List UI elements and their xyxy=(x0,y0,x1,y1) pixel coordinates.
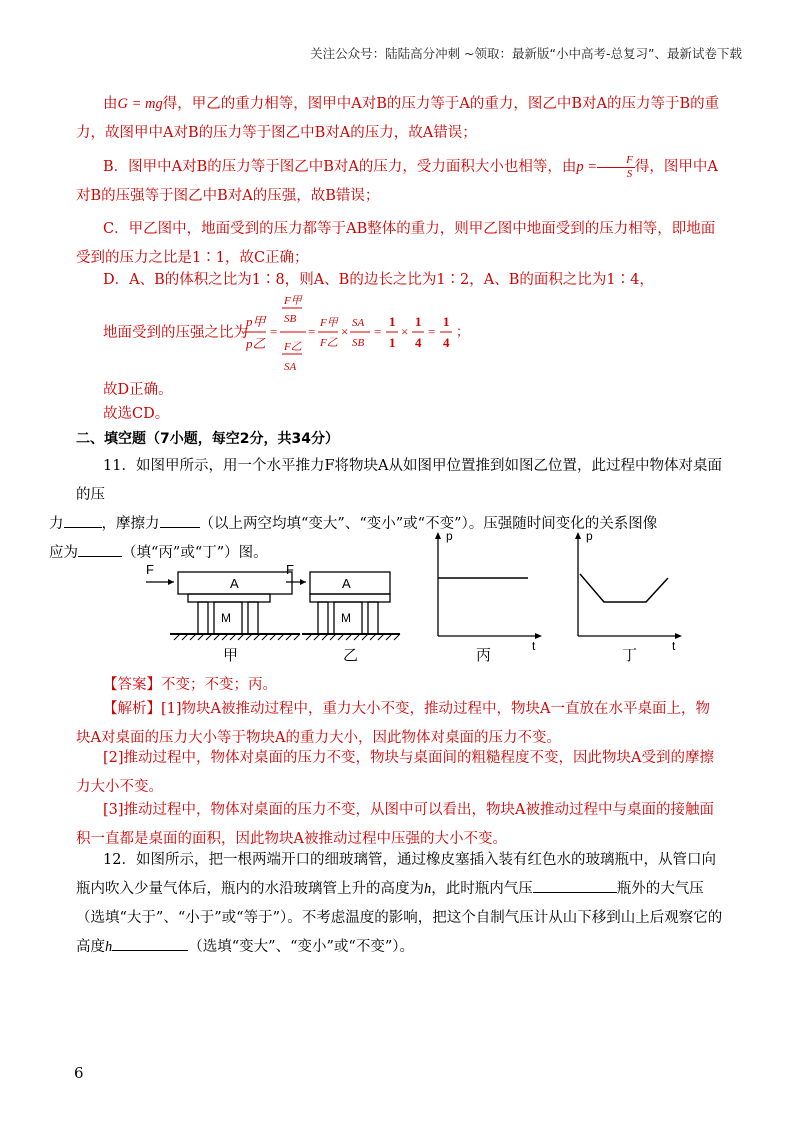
solution-a-text: 得，甲乙的重力相等，图甲中A对B的压力等于A的重力，图乙中B对A的压力等于B的重力，故图甲中A对B的压力等于图乙中B对A的压力，故A错误； xyxy=(76,96,720,141)
figure-yi xyxy=(286,562,400,664)
label-bing: 丙 xyxy=(476,647,492,664)
pressure-formula-lhs: p = xyxy=(576,159,598,175)
s-a-label: SA xyxy=(284,361,297,373)
solution-choice: 故选CD。 xyxy=(103,406,170,422)
pressure-fraction xyxy=(597,155,635,180)
s-a-label-2: SA xyxy=(352,317,365,329)
solution-b xyxy=(76,153,724,211)
block-a-label-yi: A xyxy=(342,576,351,591)
label-ding: 丁 xyxy=(622,647,638,664)
label-yi: 乙 xyxy=(343,647,359,664)
f-yi-label-2: F乙 xyxy=(320,337,338,349)
solution-d-line2: 地面受到的压强之比为 xyxy=(103,325,248,341)
eq-sign-1: = xyxy=(270,324,278,339)
one-num-2: 1 xyxy=(415,314,422,329)
force-label-jia: F xyxy=(146,562,154,577)
times-sign: × xyxy=(341,324,349,339)
blank-height-change[interactable] xyxy=(112,936,188,951)
semicolon: ； xyxy=(456,324,470,339)
p-yi-label: p乙 xyxy=(246,336,266,351)
graph-line-ding xyxy=(580,574,668,602)
axis-t-bing: t xyxy=(532,639,536,653)
answer-text: 不变；不变；丙。 xyxy=(161,677,277,693)
q12-text-4: （选填“变大”、“变小”或“不变”）。 xyxy=(188,939,414,955)
figure-jia xyxy=(146,562,300,664)
q11-graph-instruction: （填“丙”或“丁”）图。 xyxy=(122,545,268,561)
q11-figure xyxy=(130,528,690,668)
block-a-label-jia: A xyxy=(230,576,239,591)
one-num-3: 1 xyxy=(443,314,450,329)
f-yi-label: F乙 xyxy=(284,341,302,353)
f-jia-label-2: F甲 xyxy=(320,317,338,329)
q12-text-3: 瓶外的大气压（选填“大于”、“小于”或“等于”）。不考虑温度的影响，把这个自制气压计从山下移到山上后观察它的高度 xyxy=(76,881,723,955)
gravity-formula: G = mg xyxy=(117,96,163,112)
eq-sign-2: = xyxy=(308,324,316,339)
height-symbol-2: h xyxy=(105,939,113,955)
solution-c: C．甲乙图中，地面受到的压力都等于AB整体的重力，则甲乙图中地面受到的压力相等，即地面受到的压力之比是1∶1，故C正确； xyxy=(76,221,716,266)
pressure-numerator: F xyxy=(597,155,635,168)
analysis-tag: 【解析】 xyxy=(103,701,161,717)
question-12 xyxy=(76,846,724,962)
axis-t-ding: t xyxy=(672,639,676,653)
figure-bing xyxy=(435,529,542,664)
label-jia: 甲 xyxy=(223,647,239,664)
pressure-denominator: S xyxy=(626,167,633,180)
q11-instruction: （以上两空均填“变大”、“变小”或“不变”）。压强随时间变化的关系图像 xyxy=(199,516,658,532)
s-b-label-2: SB xyxy=(352,337,365,349)
blank-pressure[interactable] xyxy=(64,513,102,528)
answer-tag: 【答案】 xyxy=(103,677,161,693)
analysis-1-text: [1]物块A被推动过程中，重力大小不变，推动过程中，物块A一直放在水平桌面上，物块A对桌面的压力大小等于物块A的重力大小，因此物体对桌面的压力不变。 xyxy=(76,701,710,746)
q12-text-2: ，此时瓶内气压 xyxy=(431,881,533,897)
solution-a-prefix: 由 xyxy=(103,96,118,112)
q11-line1: 11．如图甲所示，用一个水平推力F将物块A从如图甲位置推到如图乙位置，此过程中物体对桌面的压 xyxy=(76,458,722,503)
eq-sign-4: = xyxy=(428,324,436,339)
one-den-1: 1 xyxy=(389,335,396,350)
blank-friction[interactable] xyxy=(160,513,200,528)
q11-friction-label: ，摩擦力 xyxy=(101,516,160,532)
f-jia-label: F甲 xyxy=(284,295,302,307)
p-jia-label: p甲 xyxy=(246,314,266,329)
one-num-1: 1 xyxy=(389,314,396,329)
eq-sign-3: = xyxy=(374,324,382,339)
q12-text-1: 12．如图所示，把一根两端开口的细玻璃管，通过橡皮塞插入装有红色水的玻璃瓶中，从管口向瓶内吹入少量气体后，瓶内的水沿玻璃管上升的高度为 xyxy=(76,852,716,897)
figure-ding xyxy=(575,529,682,664)
s-b-label: SB xyxy=(284,313,297,325)
pressure-ratio-expression xyxy=(244,292,484,376)
solution-b-text: 得，图甲中A对B的压强等于图乙中B对A的压强，故B错误； xyxy=(76,159,718,204)
q11-analysis-3: [3]推动过程中，物体对桌面的压力不变，从图中可以看出，物块A被推动过程中与桌面的接触面积一直都是桌面的面积，因此物块A被推动过程中压强的大小不变。 xyxy=(76,802,715,847)
q11-graph-label: 应为 xyxy=(49,545,78,561)
solution-d-conclusion: 故D正确。 xyxy=(103,382,173,398)
q11-pressure-label: 力 xyxy=(49,516,64,532)
block-m-label-yi: M xyxy=(341,611,351,625)
blank-graph[interactable] xyxy=(78,542,122,557)
height-symbol: h xyxy=(424,881,432,897)
q11-analysis-2: [2]推动过程中，物体对桌面的压力不变，物块与桌面间的粗糙程度不变，因此物块A受到的摩擦力大小不变。 xyxy=(76,750,715,795)
page-header: 关注公众号：陆陆高分冲刺 ~领取：最新版“小中高考-总复习”、最新试卷下载 xyxy=(310,46,742,61)
four-den-1: 4 xyxy=(415,335,422,350)
solution-a xyxy=(76,90,724,148)
arrow-yi xyxy=(300,579,306,585)
blank-pressure-compare[interactable] xyxy=(533,878,617,893)
arrow-jia xyxy=(168,579,174,585)
block-m-label-jia: M xyxy=(221,611,231,625)
force-label-yi: F xyxy=(286,562,294,577)
solution-d-line1: D．A、B的体积之比为1∶8，则A、B的边长之比为1∶2，A、B的面积之比为1∶4， xyxy=(103,272,654,288)
times-sign-2: × xyxy=(401,324,409,339)
axis-p-ding: p xyxy=(586,529,593,543)
four-den-2: 4 xyxy=(443,335,450,350)
page-number: 6 xyxy=(74,1064,84,1082)
solution-b-prefix: B．图甲中A对B的压力等于图乙中B对A的压力，受力面积大小也相等，由 xyxy=(103,159,577,175)
axis-p-bing: p xyxy=(446,529,453,543)
section-2-title: 二、填空题（7小题，每空2分，共34分） xyxy=(76,431,339,447)
